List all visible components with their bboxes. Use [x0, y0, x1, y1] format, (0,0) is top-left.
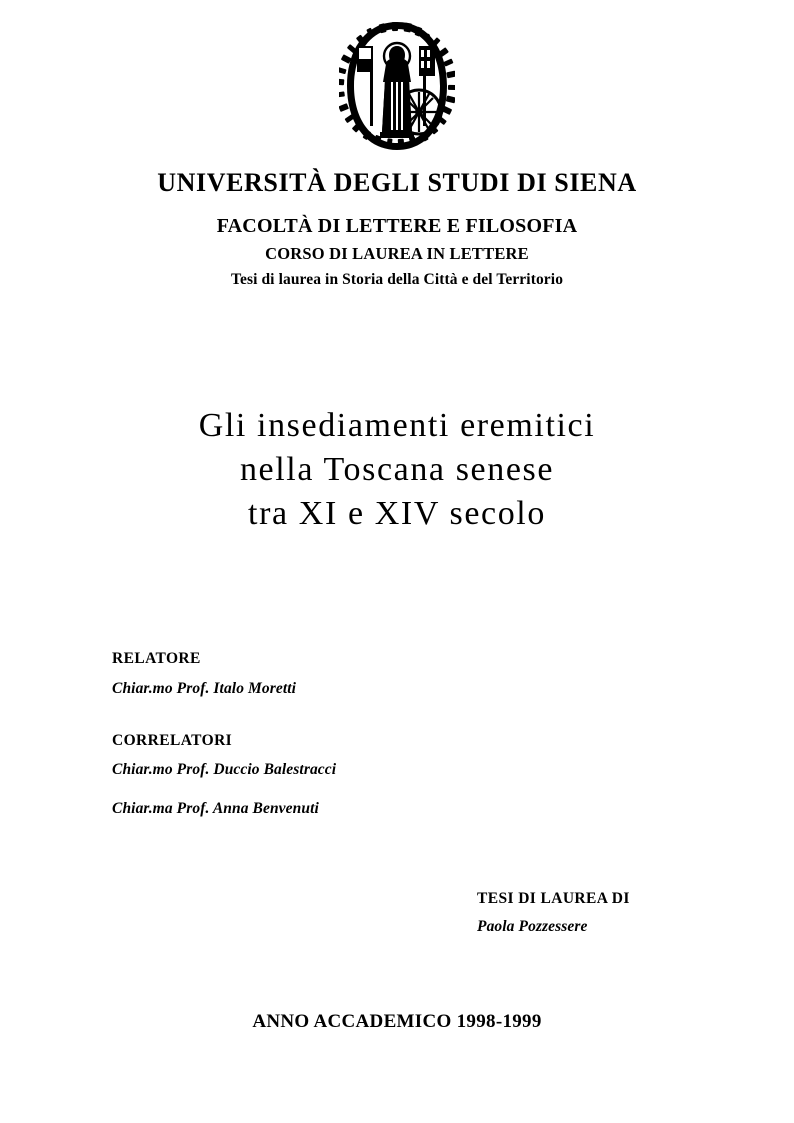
co-supervisors-label: CORRELATORI	[112, 731, 233, 749]
academic-year: ANNO ACCADEMICO 1998-1999	[252, 1011, 542, 1032]
supervisor-name: Chiar.mo Prof. Italo Moretti	[112, 679, 297, 697]
university-of-siena-seal-icon	[339, 20, 455, 152]
thesis-subject: Tesi di laurea in Storia della Città e del Territorio	[230, 271, 564, 289]
supervisor-group	[112, 650, 572, 698]
advisors-section	[112, 650, 572, 818]
university-name: UNIVERSITÀ DEGLI STUDI DI SIENA	[157, 168, 637, 197]
co-supervisors-group	[112, 732, 572, 818]
supervisor-label: RELATORE	[112, 650, 201, 667]
institution-header	[0, 168, 794, 288]
co-supervisor-name-1: Chiar.mo Prof. Duccio Balestracci	[112, 761, 337, 779]
candidate-section	[477, 890, 777, 936]
candidate-label: TESI DI LAUREA DI	[477, 890, 630, 907]
title-line-3: tra XI e XIV secolo	[248, 495, 546, 532]
page-title	[0, 404, 794, 536]
footer	[0, 1012, 794, 1033]
emblem-container	[0, 20, 794, 157]
faculty-name: FACOLTÀ DI LETTERE E FILOSOFIA	[216, 215, 578, 238]
title-line-2: nella Toscana senese	[239, 451, 555, 488]
candidate-name: Paola Pozzessere	[477, 917, 588, 935]
degree-course: CORSO DI LAUREA IN LETTERE	[265, 244, 529, 264]
title-line-1: Gli insediamenti eremitici	[198, 407, 596, 444]
co-supervisor-name-2: Chiar.ma Prof. Anna Benvenuti	[112, 800, 319, 818]
